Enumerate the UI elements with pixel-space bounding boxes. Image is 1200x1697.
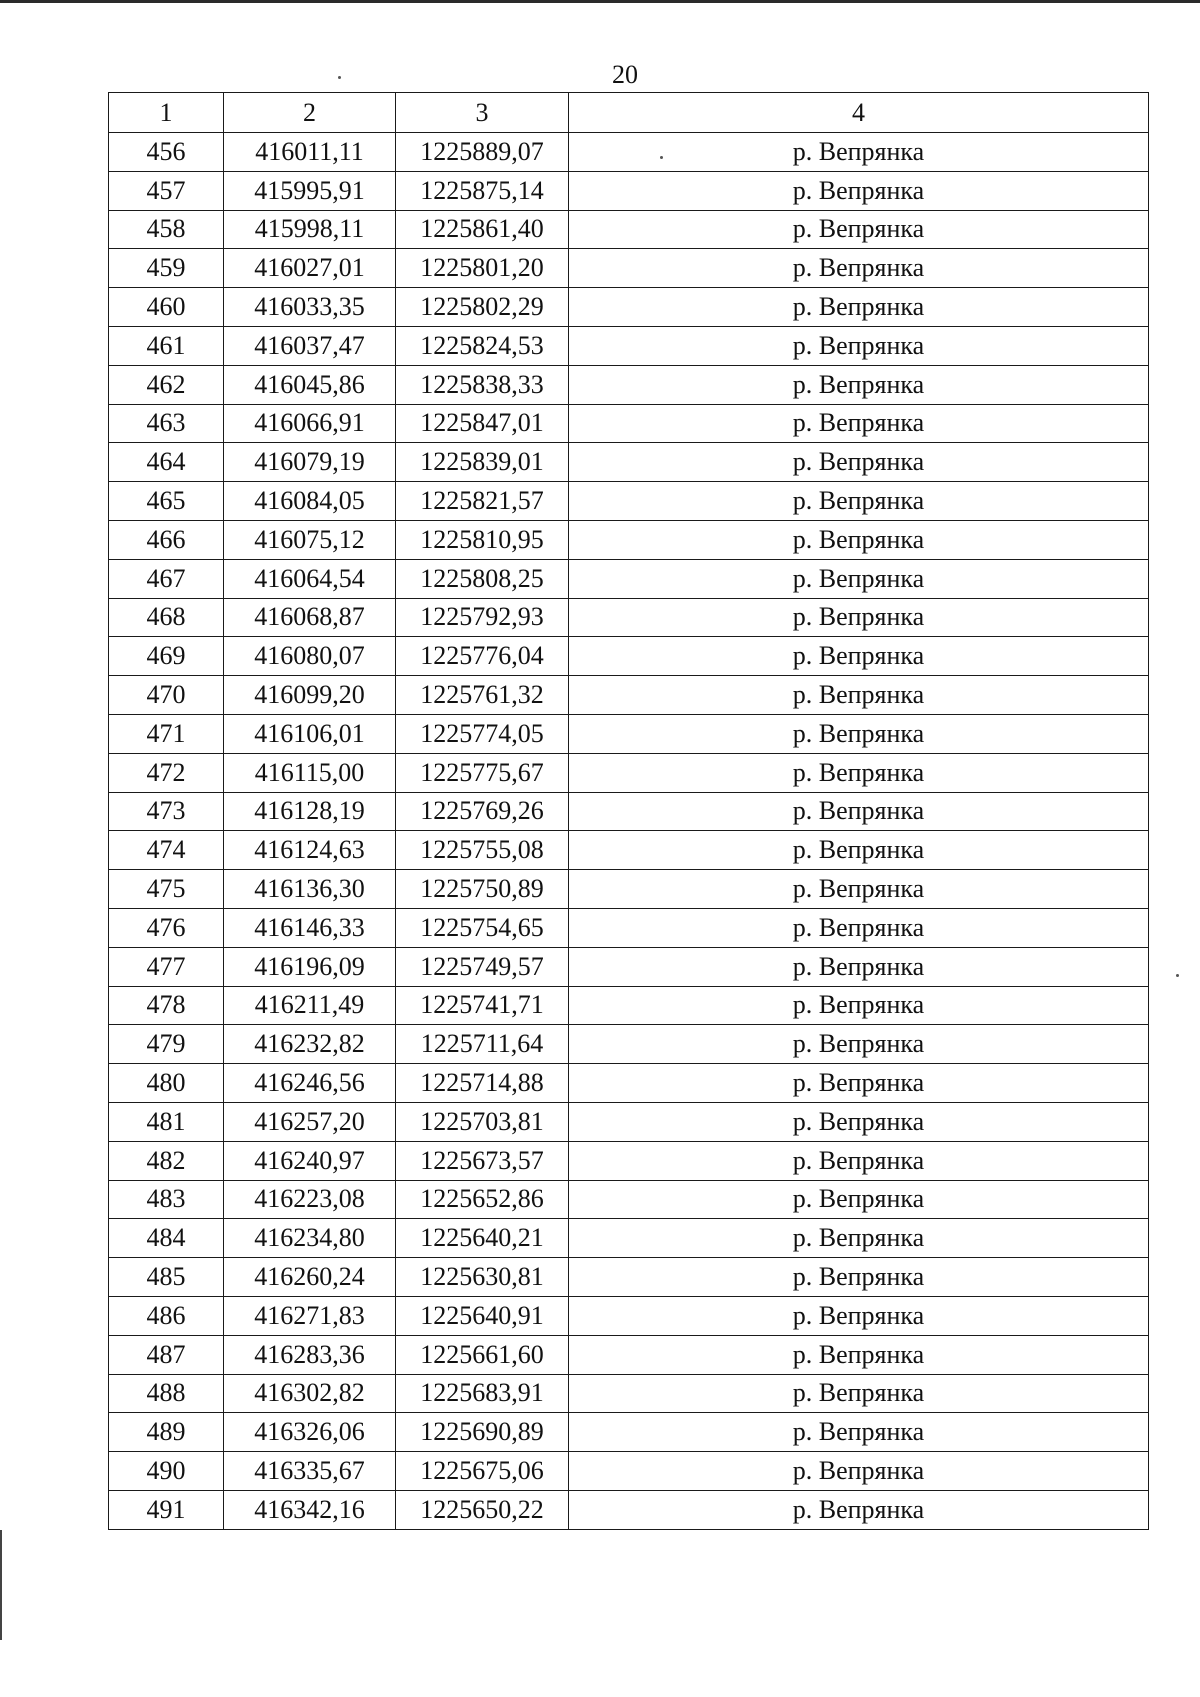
- page-number: 20: [612, 60, 638, 89]
- scan-edge-top: [0, 0, 1200, 3]
- point-number-cell: 469: [109, 637, 224, 676]
- description-cell: р. Вепрянка: [569, 520, 1149, 559]
- table-row: [109, 1180, 1149, 1219]
- description-cell: р. Вепрянка: [569, 1219, 1149, 1258]
- description-cell: р. Вепрянка: [569, 404, 1149, 443]
- description-cell: р. Вепрянка: [569, 1064, 1149, 1103]
- coordinate-x-cell: 416011,11: [224, 133, 396, 172]
- table-row: [109, 1374, 1149, 1413]
- table-row: [109, 831, 1149, 870]
- table-row: [109, 249, 1149, 288]
- coordinate-x-cell: 416271,83: [224, 1296, 396, 1335]
- description-cell: р. Вепрянка: [569, 559, 1149, 598]
- coordinate-x-cell: 416128,19: [224, 792, 396, 831]
- table-row: [109, 1064, 1149, 1103]
- point-number-cell: 473: [109, 792, 224, 831]
- description-cell: р. Вепрянка: [569, 1452, 1149, 1491]
- coordinate-x-cell: 416302,82: [224, 1374, 396, 1413]
- point-number-cell: 467: [109, 559, 224, 598]
- table-row: [109, 637, 1149, 676]
- coordinate-y-cell: 1225774,05: [396, 714, 569, 753]
- description-cell: р. Вепрянка: [569, 1335, 1149, 1374]
- coordinate-x-cell: 416115,00: [224, 753, 396, 792]
- description-cell: р. Вепрянка: [569, 947, 1149, 986]
- coordinate-y-cell: 1225661,60: [396, 1335, 569, 1374]
- point-number-cell: 457: [109, 171, 224, 210]
- table-body: [109, 133, 1149, 1530]
- coordinate-x-cell: 416064,54: [224, 559, 396, 598]
- coordinate-x-cell: 416066,91: [224, 404, 396, 443]
- table-row: [109, 365, 1149, 404]
- description-cell: р. Вепрянка: [569, 598, 1149, 637]
- coordinate-y-cell: 1225824,53: [396, 326, 569, 365]
- description-cell: р. Вепрянка: [569, 753, 1149, 792]
- table-row: [109, 133, 1149, 172]
- coordinate-y-cell: 1225875,14: [396, 171, 569, 210]
- table-row: [109, 1141, 1149, 1180]
- header-description: 4: [569, 93, 1149, 133]
- table-row: [109, 171, 1149, 210]
- coordinate-x-cell: 416136,30: [224, 870, 396, 909]
- point-number-cell: 466: [109, 520, 224, 559]
- coordinate-x-cell: 416045,86: [224, 365, 396, 404]
- coordinate-x-cell: 416079,19: [224, 443, 396, 482]
- description-cell: р. Вепрянка: [569, 1180, 1149, 1219]
- coordinate-y-cell: 1225761,32: [396, 676, 569, 715]
- coordinate-x-cell: 416326,06: [224, 1413, 396, 1452]
- description-cell: р. Вепрянка: [569, 249, 1149, 288]
- point-number-cell: 484: [109, 1219, 224, 1258]
- coordinate-y-cell: 1225838,33: [396, 365, 569, 404]
- description-cell: р. Вепрянка: [569, 792, 1149, 831]
- point-number-cell: 489: [109, 1413, 224, 1452]
- coordinate-y-cell: 1225750,89: [396, 870, 569, 909]
- coordinate-x-cell: 416240,97: [224, 1141, 396, 1180]
- table-row: [109, 1025, 1149, 1064]
- point-number-cell: 462: [109, 365, 224, 404]
- table-row: [109, 1296, 1149, 1335]
- coordinate-x-cell: 416223,08: [224, 1180, 396, 1219]
- coordinate-x-cell: 416099,20: [224, 676, 396, 715]
- table-row: [109, 676, 1149, 715]
- coordinate-x-cell: 416234,80: [224, 1219, 396, 1258]
- table-row: [109, 1102, 1149, 1141]
- description-cell: р. Вепрянка: [569, 133, 1149, 172]
- point-number-cell: 464: [109, 443, 224, 482]
- coordinate-x-cell: 415995,91: [224, 171, 396, 210]
- header-coordinate-x: 2: [224, 93, 396, 133]
- table-row: [109, 598, 1149, 637]
- coordinate-y-cell: 1225839,01: [396, 443, 569, 482]
- coordinate-x-cell: 416257,20: [224, 1102, 396, 1141]
- coordinate-y-cell: 1225861,40: [396, 210, 569, 249]
- point-number-cell: 470: [109, 676, 224, 715]
- coordinate-x-cell: 416283,36: [224, 1335, 396, 1374]
- coordinate-y-cell: 1225714,88: [396, 1064, 569, 1103]
- description-cell: р. Вепрянка: [569, 482, 1149, 521]
- point-number-cell: 472: [109, 753, 224, 792]
- coordinate-y-cell: 1225889,07: [396, 133, 569, 172]
- coordinate-x-cell: 416068,87: [224, 598, 396, 637]
- coordinate-y-cell: 1225810,95: [396, 520, 569, 559]
- point-number-cell: 460: [109, 288, 224, 327]
- header-point-number: 1: [109, 93, 224, 133]
- description-cell: р. Вепрянка: [569, 870, 1149, 909]
- scan-margin-mark: [0, 1530, 2, 1640]
- coordinate-x-cell: 416146,33: [224, 908, 396, 947]
- coordinate-y-cell: 1225683,91: [396, 1374, 569, 1413]
- coordinate-x-cell: 416260,24: [224, 1258, 396, 1297]
- table-row: [109, 1452, 1149, 1491]
- coordinate-x-cell: 416075,12: [224, 520, 396, 559]
- description-cell: р. Вепрянка: [569, 714, 1149, 753]
- table-row: [109, 1335, 1149, 1374]
- table-row: [109, 443, 1149, 482]
- coordinate-y-cell: 1225640,21: [396, 1219, 569, 1258]
- point-number-cell: 488: [109, 1374, 224, 1413]
- coordinate-y-cell: 1225754,65: [396, 908, 569, 947]
- coordinate-x-cell: 416106,01: [224, 714, 396, 753]
- point-number-cell: 482: [109, 1141, 224, 1180]
- coordinate-x-cell: 416080,07: [224, 637, 396, 676]
- description-cell: р. Вепрянка: [569, 1413, 1149, 1452]
- table-header: [109, 93, 1149, 133]
- coordinate-x-cell: 416033,35: [224, 288, 396, 327]
- coordinate-y-cell: 1225650,22: [396, 1490, 569, 1529]
- point-number-cell: 463: [109, 404, 224, 443]
- table-row: [109, 753, 1149, 792]
- point-number-cell: 456: [109, 133, 224, 172]
- table-row: [109, 870, 1149, 909]
- table-row: [109, 559, 1149, 598]
- table-row: [109, 404, 1149, 443]
- coordinate-y-cell: 1225775,67: [396, 753, 569, 792]
- coordinate-y-cell: 1225630,81: [396, 1258, 569, 1297]
- table-row: [109, 1219, 1149, 1258]
- coordinate-y-cell: 1225792,93: [396, 598, 569, 637]
- coordinate-y-cell: 1225749,57: [396, 947, 569, 986]
- table-row: [109, 792, 1149, 831]
- description-cell: р. Вепрянка: [569, 676, 1149, 715]
- coordinate-y-cell: 1225652,86: [396, 1180, 569, 1219]
- coordinate-y-cell: 1225675,06: [396, 1452, 569, 1491]
- header-coordinate-y: 3: [396, 93, 569, 133]
- table-row: [109, 1413, 1149, 1452]
- description-cell: р. Вепрянка: [569, 365, 1149, 404]
- coordinate-y-cell: 1225801,20: [396, 249, 569, 288]
- table-row: [109, 947, 1149, 986]
- coordinate-x-cell: 416084,05: [224, 482, 396, 521]
- point-number-cell: 458: [109, 210, 224, 249]
- coordinate-y-cell: 1225821,57: [396, 482, 569, 521]
- coordinate-y-cell: 1225640,91: [396, 1296, 569, 1335]
- description-cell: р. Вепрянка: [569, 171, 1149, 210]
- point-number-cell: 476: [109, 908, 224, 947]
- point-number-cell: 477: [109, 947, 224, 986]
- description-cell: р. Вепрянка: [569, 908, 1149, 947]
- point-number-cell: 479: [109, 1025, 224, 1064]
- table-row: [109, 1258, 1149, 1297]
- coordinate-y-cell: 1225690,89: [396, 1413, 569, 1452]
- table-row: [109, 482, 1149, 521]
- scan-speck: [1176, 974, 1179, 977]
- table-row: [109, 986, 1149, 1025]
- coordinate-x-cell: 416342,16: [224, 1490, 396, 1529]
- point-number-cell: 459: [109, 249, 224, 288]
- coordinate-y-cell: 1225711,64: [396, 1025, 569, 1064]
- description-cell: р. Вепрянка: [569, 210, 1149, 249]
- coordinate-y-cell: 1225769,26: [396, 792, 569, 831]
- coordinate-x-cell: 416246,56: [224, 1064, 396, 1103]
- description-cell: р. Вепрянка: [569, 831, 1149, 870]
- coordinate-x-cell: 416037,47: [224, 326, 396, 365]
- point-number-cell: 487: [109, 1335, 224, 1374]
- point-number-cell: 480: [109, 1064, 224, 1103]
- header-row: [109, 93, 1149, 133]
- coordinate-x-cell: 416335,67: [224, 1452, 396, 1491]
- point-number-cell: 461: [109, 326, 224, 365]
- description-cell: р. Вепрянка: [569, 1102, 1149, 1141]
- coordinate-x-cell: 416211,49: [224, 986, 396, 1025]
- point-number-cell: 481: [109, 1102, 224, 1141]
- coordinate-y-cell: 1225673,57: [396, 1141, 569, 1180]
- coordinate-y-cell: 1225802,29: [396, 288, 569, 327]
- point-number-cell: 483: [109, 1180, 224, 1219]
- point-number-cell: 491: [109, 1490, 224, 1529]
- coordinate-y-cell: 1225808,25: [396, 559, 569, 598]
- table-row: [109, 714, 1149, 753]
- table-row: [109, 908, 1149, 947]
- table-row: [109, 210, 1149, 249]
- coordinate-x-cell: 416124,63: [224, 831, 396, 870]
- coordinate-x-cell: 416196,09: [224, 947, 396, 986]
- description-cell: р. Вепрянка: [569, 1490, 1149, 1529]
- point-number-cell: 475: [109, 870, 224, 909]
- point-number-cell: 478: [109, 986, 224, 1025]
- table-row: [109, 520, 1149, 559]
- scan-speck: [338, 76, 341, 79]
- description-cell: р. Вепрянка: [569, 1025, 1149, 1064]
- coordinates-table: [108, 92, 1149, 1530]
- coordinate-y-cell: 1225703,81: [396, 1102, 569, 1141]
- description-cell: р. Вепрянка: [569, 326, 1149, 365]
- point-number-cell: 465: [109, 482, 224, 521]
- description-cell: р. Вепрянка: [569, 443, 1149, 482]
- description-cell: р. Вепрянка: [569, 637, 1149, 676]
- coordinate-y-cell: 1225847,01: [396, 404, 569, 443]
- description-cell: р. Вепрянка: [569, 1258, 1149, 1297]
- coordinate-x-cell: 416232,82: [224, 1025, 396, 1064]
- point-number-cell: 474: [109, 831, 224, 870]
- table-row: [109, 326, 1149, 365]
- table-row: [109, 288, 1149, 327]
- description-cell: р. Вепрянка: [569, 1141, 1149, 1180]
- coordinate-y-cell: 1225776,04: [396, 637, 569, 676]
- point-number-cell: 471: [109, 714, 224, 753]
- coordinate-y-cell: 1225741,71: [396, 986, 569, 1025]
- point-number-cell: 486: [109, 1296, 224, 1335]
- point-number-cell: 485: [109, 1258, 224, 1297]
- table-row: [109, 1490, 1149, 1529]
- coordinate-x-cell: 416027,01: [224, 249, 396, 288]
- description-cell: р. Вепрянка: [569, 1374, 1149, 1413]
- description-cell: р. Вепрянка: [569, 1296, 1149, 1335]
- point-number-cell: 490: [109, 1452, 224, 1491]
- description-cell: р. Вепрянка: [569, 986, 1149, 1025]
- coordinate-y-cell: 1225755,08: [396, 831, 569, 870]
- description-cell: р. Вепрянка: [569, 288, 1149, 327]
- scan-speck: [660, 156, 663, 159]
- point-number-cell: 468: [109, 598, 224, 637]
- coordinate-x-cell: 415998,11: [224, 210, 396, 249]
